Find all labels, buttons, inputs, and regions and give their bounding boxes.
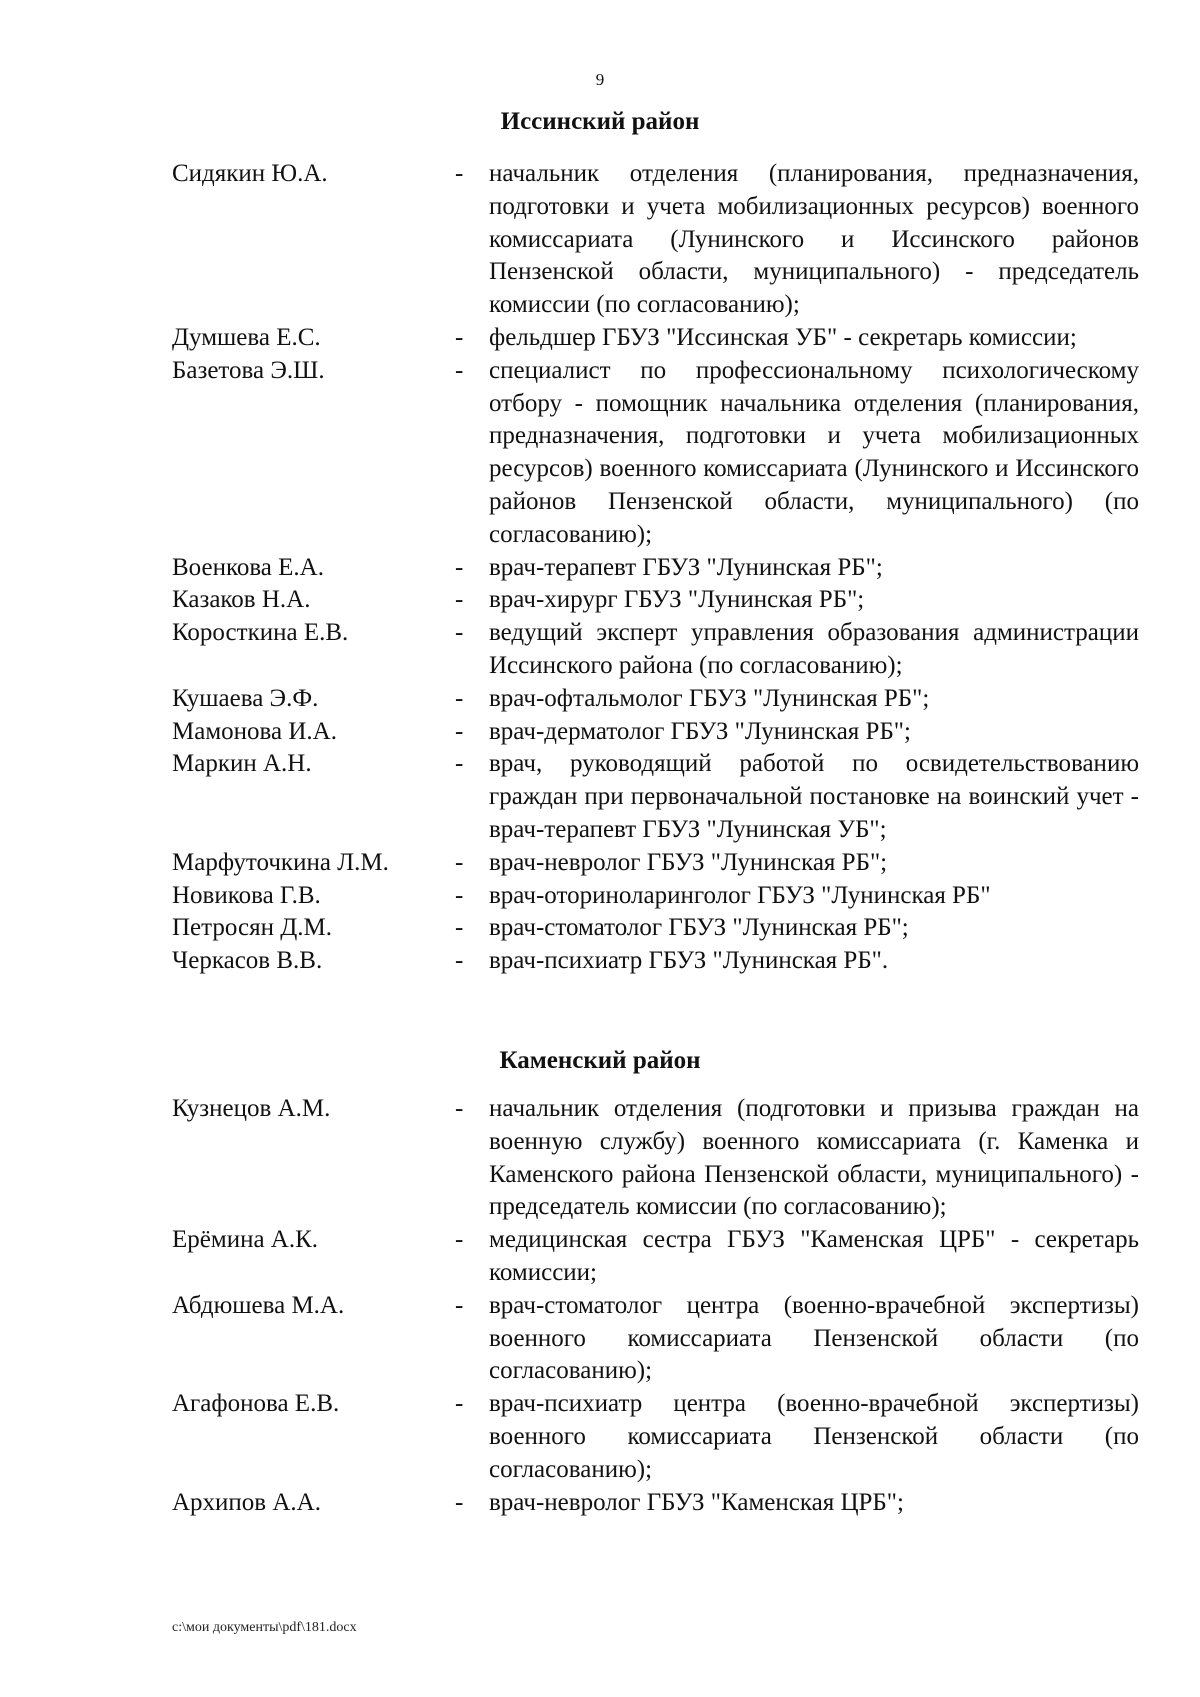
person-name: Кузнецов А.М. — [172, 1095, 331, 1122]
person-name: Военкова Е.А. — [172, 553, 324, 581]
person-role: фельдшер ГБУЗ "Иссинская УБ" - секретарь комиссии; — [489, 323, 1077, 351]
page-number: 9 — [595, 70, 605, 89]
section-2-list — [172, 1093, 1142, 1519]
dash: - — [455, 1226, 464, 1254]
person-name: Абдюшева М.А. — [172, 1291, 345, 1319]
dash: - — [455, 750, 464, 778]
dash: - — [455, 717, 464, 745]
person-role: врач-хирург ГБУЗ "Лунинская РБ"; — [489, 586, 865, 614]
person-name: Ерёмина А.К. — [172, 1226, 319, 1254]
dash: - — [455, 881, 464, 909]
list-item — [172, 1487, 1142, 1520]
footer-file-path: c:\мои документы\pdf\181.docx — [172, 1620, 357, 1635]
list-item — [172, 1388, 1142, 1486]
person-role: специалист по профессиональному психологическому отбору - помощник начальника отделения (планирования, предназначения, подготовки и учета мобилизационных ресурсов) военного комиссариата (Лунинского и Иссинского районов Пензенской области, муниципального) (по согласованию); — [489, 356, 1139, 548]
person-role: врач-дерматолог ГБУЗ "Лунинская РБ"; — [489, 717, 911, 745]
person-role: врач-стоматолог центра (военно-врачебной экспертизы) военного комиссариата Пензенской области (по согласованию); — [489, 1291, 1139, 1385]
person-role: врач-стоматолог ГБУЗ "Лунинская РБ"; — [489, 914, 909, 942]
section-1-list — [172, 158, 1142, 978]
dash: - — [455, 323, 464, 351]
person-role: медицинская сестра ГБУЗ "Каменская ЦРБ" - секретарь комиссии; — [489, 1226, 1139, 1286]
list-item — [172, 355, 1142, 552]
dash: - — [455, 356, 464, 384]
list-item — [172, 847, 1142, 880]
dash: - — [455, 553, 464, 581]
list-item — [172, 912, 1142, 945]
person-name: Архипов А.А. — [172, 1488, 321, 1516]
person-name: Марфуточкина Л.М. — [172, 848, 389, 876]
dash: - — [455, 1291, 464, 1319]
list-item — [172, 683, 1142, 716]
section-title-1: Иссинский район — [500, 108, 700, 135]
person-role: врач-психиатр ГБУЗ "Лунинская РБ". — [489, 947, 889, 975]
person-name: Коросткина Е.В. — [172, 619, 349, 647]
dash: - — [455, 848, 464, 876]
dash: - — [455, 684, 464, 712]
list-item — [172, 716, 1142, 749]
person-role: начальник отделения (подготовки и призыва граждан на военную службу) военного комиссариата (г. Каменка и Каменского района Пензенской области, муниципального) - председатель комиссии (по согласованию); — [489, 1095, 1139, 1221]
person-name: Сидякин Ю.А. — [172, 160, 328, 187]
dash: - — [455, 160, 464, 187]
person-name: Черкасов В.В. — [172, 947, 323, 975]
dash: - — [455, 586, 464, 614]
person-role: врач-офтальмолог ГБУЗ "Лунинская РБ"; — [489, 684, 930, 712]
dash: - — [455, 619, 464, 647]
list-item — [172, 584, 1142, 617]
section-title-2: Каменский район — [499, 1047, 701, 1074]
list-item — [172, 748, 1142, 846]
person-name: Кушаева Э.Ф. — [172, 684, 319, 712]
list-item — [172, 1290, 1142, 1388]
list-item — [172, 158, 1142, 322]
person-role: начальник отделения (планирования, предназначения, подготовки и учета мобилизационных ресурсов) военного комиссариата (Лунинского и Иссинского районов Пензенской области, муниципального) - председатель комиссии (по согласованию); — [489, 160, 1139, 319]
person-name: Казаков Н.А. — [172, 586, 311, 614]
person-name: Агафонова Е.В. — [172, 1390, 340, 1418]
person-name: Маркин А.Н. — [172, 750, 312, 778]
person-role: врач-невролог ГБУЗ "Каменская ЦРБ"; — [489, 1488, 904, 1516]
person-role: врач-оториноларинголог ГБУЗ "Лунинская РБ" — [489, 881, 991, 909]
person-role: ведущий эксперт управления образования администрации Иссинского района (по согласованию); — [489, 619, 1139, 679]
person-role: врач, руководящий работой по освидетельствованию граждан при первоначальной постановке на воинский учет - врач-терапевт ГБУЗ "Лунинская УБ"; — [489, 750, 1139, 843]
person-name: Петросян Д.М. — [172, 914, 333, 942]
dash: - — [455, 914, 464, 942]
person-role: врач-невролог ГБУЗ "Лунинская РБ"; — [489, 848, 888, 876]
dash: - — [455, 1095, 464, 1122]
person-name: Мамонова И.А. — [172, 717, 337, 745]
list-item — [172, 552, 1142, 585]
person-name: Новикова Г.В. — [172, 881, 321, 909]
list-item — [172, 945, 1142, 978]
person-role: врач-терапевт ГБУЗ "Лунинская РБ"; — [489, 553, 883, 581]
person-role: врач-психиатр центра (военно-врачебной экспертизы) военного комиссариата Пензенской области (по согласованию); — [489, 1390, 1139, 1483]
person-name: Базетова Э.Ш. — [172, 356, 325, 384]
list-item — [172, 1224, 1142, 1290]
list-item — [172, 880, 1142, 913]
list-item — [172, 617, 1142, 683]
person-name: Думшева Е.С. — [172, 323, 321, 351]
list-item — [172, 322, 1142, 355]
dash: - — [455, 1390, 464, 1418]
dash: - — [455, 1488, 464, 1516]
dash: - — [455, 947, 464, 975]
list-item — [172, 1093, 1142, 1224]
